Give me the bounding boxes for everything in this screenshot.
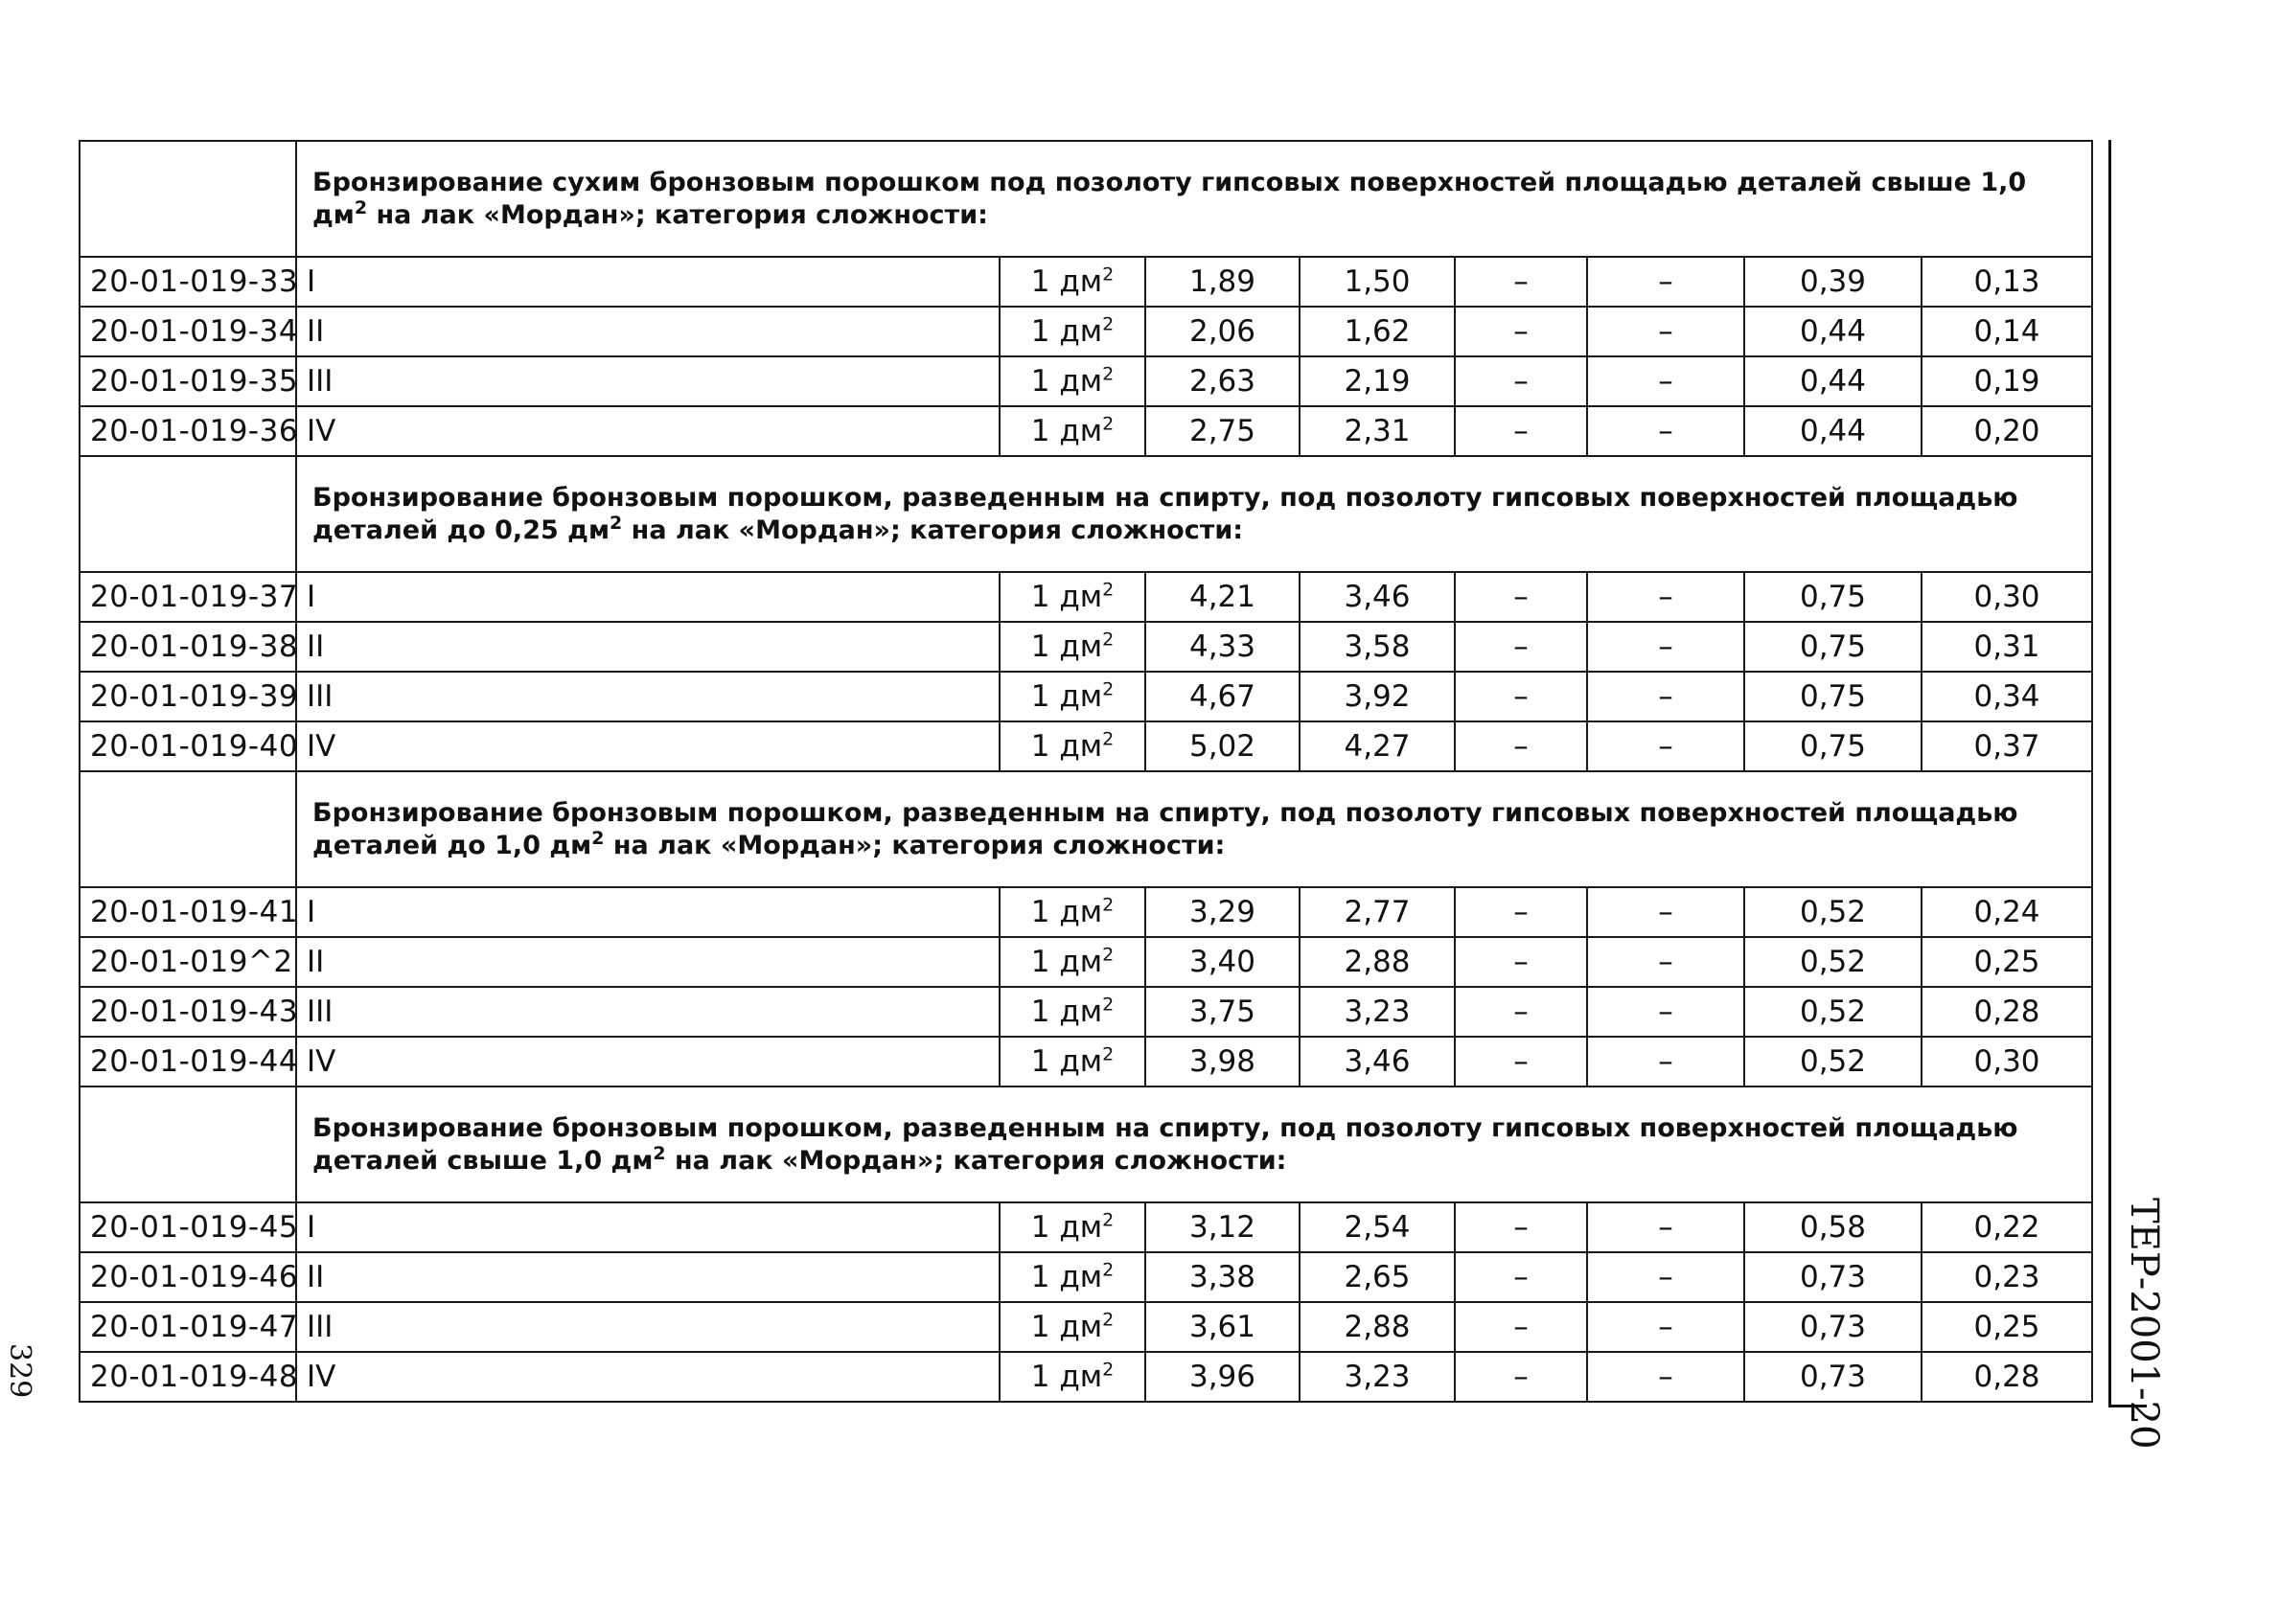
unit-superscript: 2 xyxy=(1102,728,1115,750)
rate-code: 20-01-019-45 xyxy=(80,1202,296,1252)
value-labor: 0,20 xyxy=(1922,406,2092,456)
value-machine-wages: – xyxy=(1587,307,1744,356)
value-labor: 0,24 xyxy=(1922,887,2092,937)
value-total: 4,21 xyxy=(1145,572,1300,622)
value-materials: 0,52 xyxy=(1744,987,1922,1037)
unit-superscript: 2 xyxy=(1102,994,1115,1016)
value-labor: 0,13 xyxy=(1922,257,2092,307)
value-machine-wages: – xyxy=(1587,937,1744,987)
complexity-category: II xyxy=(296,307,1000,356)
rate-code: 20-01-019-33 xyxy=(80,257,296,307)
complexity-category: II xyxy=(296,937,1000,987)
value-total: 3,98 xyxy=(1145,1037,1300,1086)
rate-code: 20-01-019-37 xyxy=(80,572,296,622)
value-wages: 3,58 xyxy=(1300,622,1455,672)
section-header-row xyxy=(80,1086,2092,1202)
value-materials: 0,52 xyxy=(1744,1037,1922,1086)
unit-text: 1 дм xyxy=(1030,363,1103,399)
value-wages: 4,27 xyxy=(1300,721,1455,771)
unit-superscript: 2 xyxy=(1102,1209,1115,1231)
value-labor: 0,30 xyxy=(1922,1037,2092,1086)
value-total: 4,33 xyxy=(1145,622,1300,672)
value-total: 2,63 xyxy=(1145,356,1300,406)
value-machines: – xyxy=(1455,307,1587,356)
unit-text: 1 дм xyxy=(1030,1209,1103,1245)
value-materials: 0,73 xyxy=(1744,1252,1922,1302)
unit-cell xyxy=(1000,406,1145,456)
complexity-category: III xyxy=(296,672,1000,721)
unit-cell xyxy=(1000,622,1145,672)
value-machines: – xyxy=(1455,937,1587,987)
unit-superscript: 2 xyxy=(1102,894,1115,916)
table-row xyxy=(80,1352,2092,1402)
unit-superscript: 2 xyxy=(610,512,623,534)
value-machines: – xyxy=(1455,1302,1587,1352)
value-machine-wages: – xyxy=(1587,1302,1744,1352)
unit-text: 1 дм xyxy=(1030,1259,1103,1294)
section-title-tail: на лак «Мордан»; категория сложности: xyxy=(367,199,988,230)
unit-text: 1 дм xyxy=(1030,728,1103,764)
value-labor: 0,25 xyxy=(1922,1302,2092,1352)
unit-cell xyxy=(1000,356,1145,406)
unit-superscript: 2 xyxy=(1102,579,1115,601)
value-total: 1,89 xyxy=(1145,257,1300,307)
unit-text: 1 дм xyxy=(1030,944,1103,979)
unit-cell xyxy=(1000,1352,1145,1402)
value-total: 3,61 xyxy=(1145,1302,1300,1352)
value-machine-wages: – xyxy=(1587,572,1744,622)
unit-superscript: 2 xyxy=(1102,1359,1115,1381)
unit-cell xyxy=(1000,572,1145,622)
value-total: 3,38 xyxy=(1145,1252,1300,1302)
rate-code: 20-01-019-36 xyxy=(80,406,296,456)
value-materials: 0,75 xyxy=(1744,721,1922,771)
value-machine-wages: – xyxy=(1587,1252,1744,1302)
section-title-tail: на лак «Мордан»; категория сложности: xyxy=(622,515,1244,545)
value-total: 3,96 xyxy=(1145,1352,1300,1402)
value-machines: – xyxy=(1455,622,1587,672)
value-wages: 1,62 xyxy=(1300,307,1455,356)
table-row xyxy=(80,1037,2092,1086)
right-margin-rule xyxy=(2108,140,2111,1405)
rate-code: 20-01-019^2 xyxy=(80,937,296,987)
value-materials: 0,44 xyxy=(1744,406,1922,456)
section-header-row xyxy=(80,141,2092,257)
section-header-row xyxy=(80,771,2092,887)
unit-cell xyxy=(1000,1252,1145,1302)
complexity-category: III xyxy=(296,1302,1000,1352)
table-row xyxy=(80,937,2092,987)
value-machine-wages: – xyxy=(1587,406,1744,456)
value-total: 2,06 xyxy=(1145,307,1300,356)
value-materials: 0,52 xyxy=(1744,887,1922,937)
value-wages: 3,23 xyxy=(1300,1352,1455,1402)
unit-superscript: 2 xyxy=(1102,263,1115,286)
value-machine-wages: – xyxy=(1587,987,1744,1037)
section-code-cell xyxy=(80,771,296,887)
value-labor: 0,23 xyxy=(1922,1252,2092,1302)
value-machine-wages: – xyxy=(1587,887,1744,937)
unit-cell xyxy=(1000,307,1145,356)
value-materials: 0,44 xyxy=(1744,307,1922,356)
unit-cell xyxy=(1000,1302,1145,1352)
section-title xyxy=(296,456,2092,572)
unit-superscript: 2 xyxy=(1102,1043,1115,1065)
complexity-category: IV xyxy=(296,721,1000,771)
unit-cell xyxy=(1000,257,1145,307)
value-wages: 3,23 xyxy=(1300,987,1455,1037)
value-labor: 0,14 xyxy=(1922,307,2092,356)
unit-cell xyxy=(1000,937,1145,987)
unit-superscript: 2 xyxy=(1102,1309,1115,1331)
value-wages: 1,50 xyxy=(1300,257,1455,307)
value-machines: – xyxy=(1455,356,1587,406)
section-title-text: Бронзирование сухим бронзовым порошком под позолоту гипсовых поверхностей площадью деталей свыше 1,0 дм xyxy=(312,168,2027,230)
unit-text: 1 дм xyxy=(1030,579,1103,614)
value-materials: 0,44 xyxy=(1744,356,1922,406)
unit-text: 1 дм xyxy=(1030,263,1103,299)
value-machines: – xyxy=(1455,257,1587,307)
value-machines: – xyxy=(1455,1252,1587,1302)
value-labor: 0,19 xyxy=(1922,356,2092,406)
table-row xyxy=(80,672,2092,721)
complexity-category: II xyxy=(296,1252,1000,1302)
rate-code: 20-01-019-40 xyxy=(80,721,296,771)
value-wages: 3,46 xyxy=(1300,1037,1455,1086)
complexity-category: I xyxy=(296,887,1000,937)
rate-code: 20-01-019-34 xyxy=(80,307,296,356)
section-title-tail: на лак «Мордан»; категория сложности: xyxy=(665,1145,1287,1176)
value-wages: 2,65 xyxy=(1300,1252,1455,1302)
rate-code: 20-01-019-41 xyxy=(80,887,296,937)
unit-cell xyxy=(1000,721,1145,771)
unit-cell xyxy=(1000,1037,1145,1086)
value-materials: 0,73 xyxy=(1744,1352,1922,1402)
value-labor: 0,22 xyxy=(1922,1202,2092,1252)
table-row xyxy=(80,1202,2092,1252)
value-materials: 0,39 xyxy=(1744,257,1922,307)
value-labor: 0,34 xyxy=(1922,672,2092,721)
table-row xyxy=(80,1252,2092,1302)
value-labor: 0,30 xyxy=(1922,572,2092,622)
value-machine-wages: – xyxy=(1587,1037,1744,1086)
table-row xyxy=(80,987,2092,1037)
value-materials: 0,75 xyxy=(1744,672,1922,721)
rate-code: 20-01-019-43 xyxy=(80,987,296,1037)
section-title-tail: на лак «Мордан»; категория сложности: xyxy=(604,830,1226,860)
table-row xyxy=(80,622,2092,672)
table-row xyxy=(80,257,2092,307)
table-row xyxy=(80,307,2092,356)
value-labor: 0,31 xyxy=(1922,622,2092,672)
complexity-category: I xyxy=(296,257,1000,307)
value-total: 3,29 xyxy=(1145,887,1300,937)
value-machines: – xyxy=(1455,987,1587,1037)
table-row xyxy=(80,887,2092,937)
value-labor: 0,28 xyxy=(1922,1352,2092,1402)
value-materials: 0,58 xyxy=(1744,1202,1922,1252)
value-wages: 3,92 xyxy=(1300,672,1455,721)
section-title xyxy=(296,1086,2092,1202)
unit-cell xyxy=(1000,1202,1145,1252)
value-total: 3,40 xyxy=(1145,937,1300,987)
unit-text: 1 дм xyxy=(1030,413,1103,448)
section-code-cell xyxy=(80,456,296,572)
complexity-category: III xyxy=(296,987,1000,1037)
rate-code: 20-01-019-35 xyxy=(80,356,296,406)
value-total: 5,02 xyxy=(1145,721,1300,771)
unit-text: 1 дм xyxy=(1030,313,1103,349)
value-machines: – xyxy=(1455,672,1587,721)
unit-superscript: 2 xyxy=(1102,413,1115,435)
value-materials: 0,75 xyxy=(1744,622,1922,672)
rate-code: 20-01-019-46 xyxy=(80,1252,296,1302)
unit-cell xyxy=(1000,987,1145,1037)
rate-code: 20-01-019-39 xyxy=(80,672,296,721)
section-title-text: Бронзирование бронзовым порошком, разведенным на спирту, под позолоту гипсовых поверхностей площадью деталей до 0,25 дм xyxy=(312,483,2018,545)
value-wages: 2,54 xyxy=(1300,1202,1455,1252)
unit-superscript: 2 xyxy=(591,827,605,849)
value-machine-wages: – xyxy=(1587,356,1744,406)
value-machines: – xyxy=(1455,887,1587,937)
rate-code: 20-01-019-38 xyxy=(80,622,296,672)
section-code-cell xyxy=(80,141,296,257)
value-wages: 2,19 xyxy=(1300,356,1455,406)
unit-cell xyxy=(1000,672,1145,721)
value-machines: – xyxy=(1455,1202,1587,1252)
page-number: 329 xyxy=(3,1343,36,1399)
value-machine-wages: – xyxy=(1587,1202,1744,1252)
unit-text: 1 дм xyxy=(1030,629,1103,664)
complexity-category: IV xyxy=(296,1037,1000,1086)
value-machine-wages: – xyxy=(1587,672,1744,721)
complexity-category: IV xyxy=(296,1352,1000,1402)
value-labor: 0,37 xyxy=(1922,721,2092,771)
value-wages: 3,46 xyxy=(1300,572,1455,622)
section-code-cell xyxy=(80,1086,296,1202)
value-wages: 2,88 xyxy=(1300,937,1455,987)
complexity-category: I xyxy=(296,1202,1000,1252)
value-machine-wages: – xyxy=(1587,622,1744,672)
unit-text: 1 дм xyxy=(1030,678,1103,714)
value-machines: – xyxy=(1455,721,1587,771)
document-code: ТЕР-2001-20 xyxy=(2122,1198,2166,1450)
table-row xyxy=(80,356,2092,406)
complexity-category: IV xyxy=(296,406,1000,456)
complexity-category: III xyxy=(296,356,1000,406)
value-wages: 2,77 xyxy=(1300,887,1455,937)
complexity-category: I xyxy=(296,572,1000,622)
unit-superscript: 2 xyxy=(653,1142,666,1164)
rate-code: 20-01-019-44 xyxy=(80,1037,296,1086)
unit-text: 1 дм xyxy=(1030,1359,1103,1394)
value-total: 3,12 xyxy=(1145,1202,1300,1252)
rates-table xyxy=(79,140,2093,1403)
value-wages: 2,31 xyxy=(1300,406,1455,456)
table-row xyxy=(80,406,2092,456)
value-machines: – xyxy=(1455,1352,1587,1402)
unit-cell xyxy=(1000,887,1145,937)
unit-superscript: 2 xyxy=(354,196,368,218)
unit-superscript: 2 xyxy=(1102,1259,1115,1281)
unit-superscript: 2 xyxy=(1102,629,1115,651)
value-materials: 0,75 xyxy=(1744,572,1922,622)
value-machines: – xyxy=(1455,406,1587,456)
value-materials: 0,73 xyxy=(1744,1302,1922,1352)
value-materials: 0,52 xyxy=(1744,937,1922,987)
value-machine-wages: – xyxy=(1587,1352,1744,1402)
rate-code: 20-01-019-48 xyxy=(80,1352,296,1402)
value-total: 2,75 xyxy=(1145,406,1300,456)
value-wages: 2,88 xyxy=(1300,1302,1455,1352)
section-title xyxy=(296,141,2092,257)
table-row xyxy=(80,572,2092,622)
unit-superscript: 2 xyxy=(1102,678,1115,700)
value-machine-wages: – xyxy=(1587,257,1744,307)
unit-text: 1 дм xyxy=(1030,1309,1103,1344)
value-labor: 0,25 xyxy=(1922,937,2092,987)
value-labor: 0,28 xyxy=(1922,987,2092,1037)
unit-superscript: 2 xyxy=(1102,313,1115,335)
rate-code: 20-01-019-47 xyxy=(80,1302,296,1352)
value-total: 3,75 xyxy=(1145,987,1300,1037)
complexity-category: II xyxy=(296,622,1000,672)
value-total: 4,67 xyxy=(1145,672,1300,721)
section-header-row xyxy=(80,456,2092,572)
section-title-text: Бронзирование бронзовым порошком, разведенным на спирту, под позолоту гипсовых поверхностей площадью деталей до 1,0 дм xyxy=(312,798,2018,860)
table-row xyxy=(80,1302,2092,1352)
value-machine-wages: – xyxy=(1587,721,1744,771)
section-title xyxy=(296,771,2092,887)
unit-superscript: 2 xyxy=(1102,363,1115,385)
unit-text: 1 дм xyxy=(1030,1043,1103,1079)
unit-text: 1 дм xyxy=(1030,994,1103,1029)
section-title-text: Бронзирование бронзовым порошком, разведенным на спирту, под позолоту гипсовых поверхностей площадью деталей свыше 1,0 дм xyxy=(312,1113,2018,1176)
value-machines: – xyxy=(1455,1037,1587,1086)
unit-superscript: 2 xyxy=(1102,944,1115,966)
table-row xyxy=(80,721,2092,771)
unit-text: 1 дм xyxy=(1030,894,1103,929)
value-machines: – xyxy=(1455,572,1587,622)
